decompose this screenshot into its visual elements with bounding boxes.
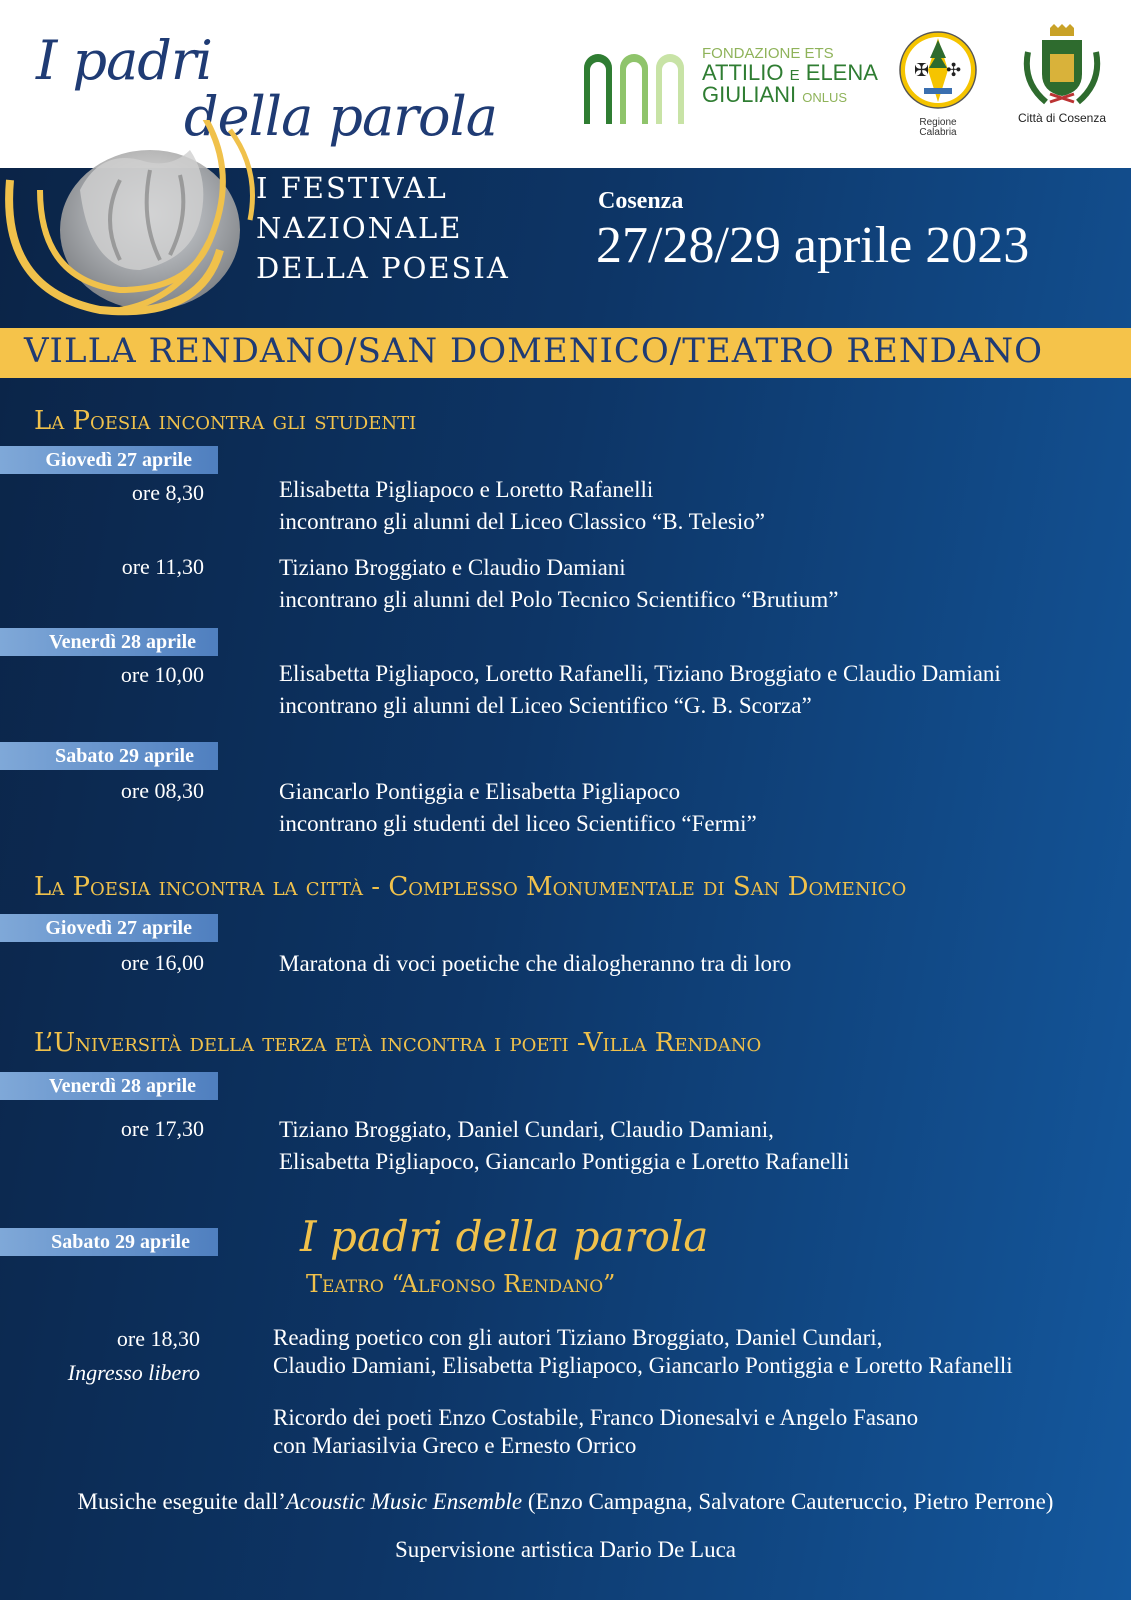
section-title-studenti: La Poesia incontra gli studenti <box>34 406 417 436</box>
citta-cosenza-crest-icon <box>1020 22 1104 108</box>
hands-artwork-icon <box>0 120 290 340</box>
event-description: Elisabetta Pigliapoco, Loretto Rafanelli, Tiziano Broggiato e Claudio Damiani incontrano gli alunni del Liceo Scientifico “G. B. Scorza” <box>279 661 1001 718</box>
day-label: Giovedì 27 aprile <box>0 446 218 474</box>
foundation-arches-icon <box>582 46 688 126</box>
festival-line2: NAZIONALE <box>256 211 463 245</box>
event-description: Elisabetta Pigliapoco e Loretto Rafanelli incontrano gli alunni del Liceo Classico “B. Telesio” <box>279 477 765 534</box>
event-time: ore 11,30 <box>121 554 204 579</box>
poster-title-line2: della parola <box>184 85 497 148</box>
event-description: Tiziano Broggiato, Daniel Cundari, Claudio Damiani, Elisabetta Pigliapoco, Giancarlo Pontiggia e Loretto Rafanelli <box>279 1117 850 1174</box>
event-time: ore 8,30 <box>131 480 204 505</box>
memory-description: Ricordo dei poeti Enzo Costabile, Franco Dionesalvi e Angelo Fasano con Mariasilvia Greco e Ernesto Orrico <box>273 1405 919 1458</box>
region-label: Regione Calabria <box>919 117 957 138</box>
reading-description: Reading poetico con gli autori Tiziano Broggiato, Daniel Cundari, Claudio Damiani, Elisabetta Pigliapoco, Giancarlo Pontiggia e Loretto Rafanelli <box>273 1325 1013 1378</box>
event-dates: 27/28/29 aprile 2023 <box>596 217 1030 274</box>
poster-title-line1: I padri <box>36 29 212 92</box>
regione-calabria-crest-icon <box>898 26 978 116</box>
day-label: Venerdì 28 aprile <box>0 628 218 656</box>
day-label: Sabato 29 aprile <box>0 1228 218 1256</box>
entry-note: Ingresso libero <box>67 1360 200 1385</box>
event-time: ore 17,30 <box>120 1116 204 1141</box>
event-time: ore 10,00 <box>120 662 204 687</box>
section-title-citta: La Poesia incontra la città - Complesso Monumentale di San Domenico <box>34 872 907 902</box>
finale-venue: Teatro “Alfonso Rendano” <box>306 1270 616 1298</box>
artistic-supervision: Supervisione artistica Dario De Luca <box>394 1537 737 1562</box>
festival-line1: I FESTIVAL <box>256 171 448 205</box>
event-time: ore 08,30 <box>120 778 204 803</box>
day-label: Sabato 29 aprile <box>0 742 218 770</box>
event-time: ore 18,30 <box>116 1326 200 1351</box>
event-description: Giancarlo Pontiggia e Elisabetta Pigliapoco incontrano gli studenti del liceo Scientifico “Fermi” <box>279 779 757 836</box>
city-label: Città di Cosenza <box>1017 111 1107 125</box>
day-label: Venerdì 28 aprile <box>0 1072 218 1100</box>
foundation-line1: FONDAZIONE ETS <box>702 45 834 62</box>
event-description: Tiziano Broggiato e Claudio Damiani incontrano gli alunni del Polo Tecnico Scientifico “Brutium” <box>279 555 839 612</box>
foundation-line2: ATTILIO E ELENA <box>702 60 878 85</box>
event-city: Cosenza <box>598 188 684 214</box>
event-description: Maratona di voci poetiche che dialogheranno tra di loro <box>279 951 792 976</box>
svg-text:✠: ✠ <box>914 60 930 81</box>
svg-text:✣: ✣ <box>946 60 962 81</box>
event-time: ore 16,00 <box>120 950 204 975</box>
foundation-line3: GIULIANI ONLUS <box>702 82 848 107</box>
section-title-universita: L’Università della terza età incontra i poeti -Villa Rendano <box>34 1028 762 1058</box>
finale-title: I padri della parola <box>300 1212 709 1261</box>
day-label: Giovedì 27 aprile <box>0 914 218 942</box>
music-credits: Musiche eseguite dall’Acoustic Music Ensemble (Enzo Campagna, Salvatore Cauteruccio, Pietro Perrone) <box>77 1489 1054 1514</box>
festival-line3: DELLA POESIA <box>256 251 510 285</box>
venue-list: VILLA RENDANO/SAN DOMENICO/TEATRO RENDANO <box>24 331 1044 371</box>
